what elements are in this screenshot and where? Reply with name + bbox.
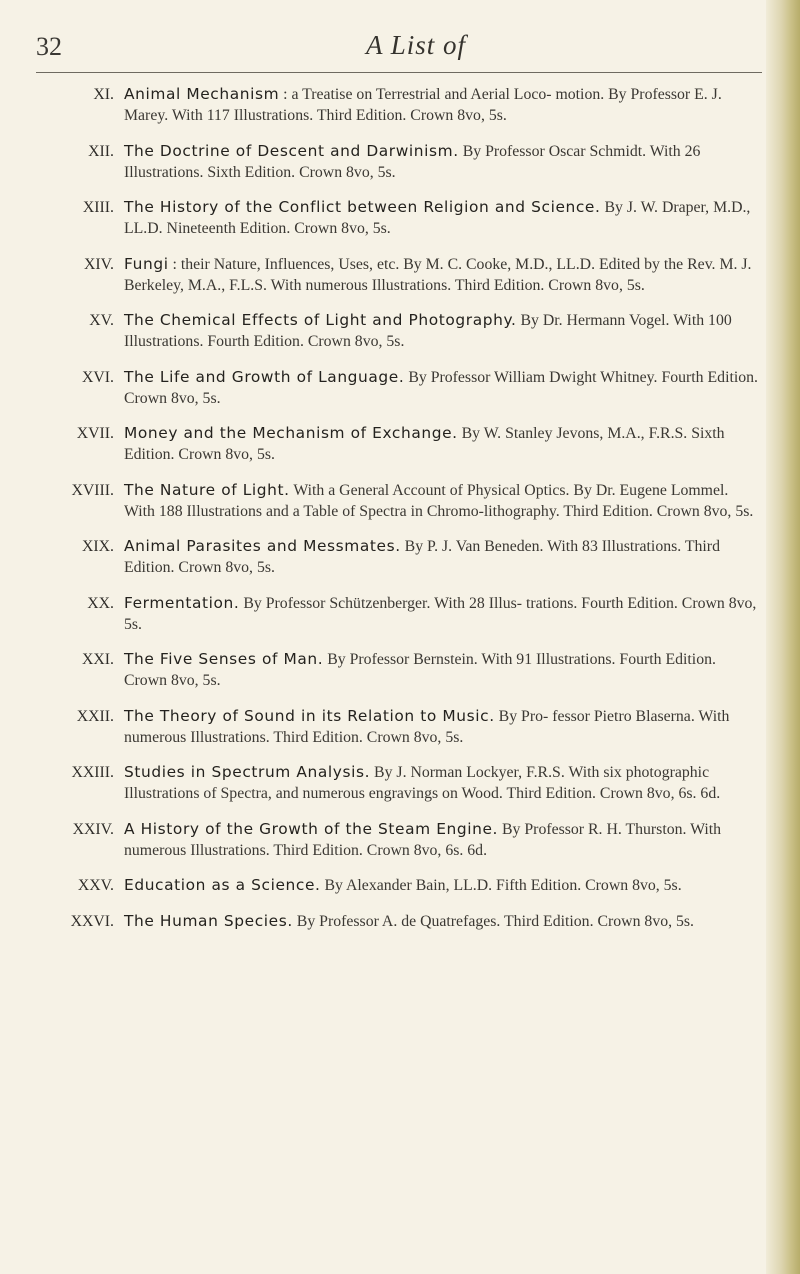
entry-title: Animal Parasites and Messmates. (124, 537, 401, 555)
entry-body (118, 310, 758, 352)
entry-numeral: XXV. (77, 877, 114, 894)
entry-description: By J. W. Draper, M.D., LL.D. Nineteenth Edition. Crown 8vo, 5s. (124, 199, 751, 237)
entry-body (118, 536, 758, 578)
entry-body (118, 911, 758, 932)
entry-title: The Human Species. (124, 911, 293, 930)
list-item (0, 819, 770, 861)
entry-title: Studies in Spectrum Analysis. (124, 763, 371, 781)
entry-description: With a General Account of Physical Optics. By Dr. Eugene Lommel. With 188 Illustrations and a Table of Spectra in Chromo-lithography. Third Edition. Crown 8vo, 5s. (124, 481, 754, 520)
entry-description: : a Treatise on Terrestrial and Aerial Loco- motion. By Professor E. J. Marey. With 117 Illustrations. Third Edition. Crown 8vo, 5s. (124, 86, 722, 124)
entry-body (118, 593, 758, 635)
list-item (0, 536, 770, 578)
entry-description: By P. J. Van Beneden. With 83 Illustrations. Third Edition. Crown 8vo, 5s. (124, 538, 720, 576)
entry-title: Fermentation. (124, 593, 240, 612)
entry-title: The Theory of Sound in its Relation to Music. (124, 706, 495, 725)
entry-title: Animal Mechanism (124, 85, 280, 103)
list-item (0, 875, 770, 896)
entry-title: The History of the Conflict between Religion and Science. (124, 198, 601, 216)
entry-numeral: XII. (88, 142, 114, 160)
list-item (0, 706, 770, 748)
entry-body (118, 141, 758, 183)
list-item (0, 480, 770, 522)
entry-numeral: XXIV. (72, 820, 114, 838)
entry-body (118, 197, 758, 239)
entry-body (118, 423, 758, 465)
entry-title: The Nature of Light. (124, 480, 290, 499)
list-item (0, 254, 770, 296)
entry-numeral: XXI. (81, 651, 114, 668)
entry-body (118, 254, 758, 296)
running-title: A List of (366, 30, 467, 60)
list-item (0, 762, 770, 804)
entry-body (118, 480, 758, 522)
entry-title: Education as a Science. (124, 876, 321, 894)
entry-numeral: XIX. (81, 538, 114, 555)
list-item (0, 310, 770, 352)
entry-description: By W. Stanley Jevons, M.A., F.R.S. Sixth Edition. Crown 8vo, 5s. (124, 425, 725, 463)
entry-description: : their Nature, Influences, Uses, etc. By M. C. Cooke, M.D., LL.D. Edited by the Rev. M. J. Berkeley, M.A., F.L.S. With numerous Illustrations. Third Edition. Crown 8vo, 5s. (124, 255, 752, 294)
entry-description: By Professor Oscar Schmidt. With 26 Illustrations. Sixth Edition. Crown 8vo, 5s. (124, 142, 701, 181)
entry-numeral: XI. (93, 86, 114, 103)
entry-title: Fungi (124, 254, 169, 273)
entry-description: By J. Norman Lockyer, F.R.S. With six photographic Illustrations of Spectra, and numerous engravings on Wood. Third Edition. Crown 8vo, 6s. 6d. (124, 764, 721, 802)
entry-body (118, 706, 758, 748)
entry-description: By Alexander Bain, LL.D. Fifth Edition. Crown 8vo, 5s. (324, 877, 682, 894)
entry-numeral: XXII. (76, 707, 114, 725)
entry-body (118, 367, 758, 409)
entry-body (118, 819, 758, 861)
entry-numeral: XVI. (81, 368, 114, 386)
entry-numeral: XXVI. (70, 912, 114, 930)
entry-description: By Professor William Dwight Whitney. Fourth Edition. Crown 8vo, 5s. (124, 368, 758, 407)
entry-numeral: XVII. (76, 425, 114, 442)
entry-title: The Five Senses of Man. (124, 650, 324, 668)
entry-numeral: XXIII. (71, 764, 114, 781)
entry-numeral: XIII. (82, 199, 114, 216)
entry-body (118, 649, 758, 691)
list-item (0, 911, 770, 932)
entry-body (118, 84, 758, 126)
running-head (0, 30, 760, 70)
entry-description: By Professor R. H. Thurston. With numerous Illustrations. Third Edition. Crown 8vo, 6s. 6d. (124, 820, 722, 859)
list-item (0, 593, 770, 635)
entry-body (118, 875, 758, 896)
entry-title: The Life and Growth of Language. (124, 367, 405, 386)
entry-description: By Pro- fessor Pietro Blaserna. With numerous Illustrations. Third Edition. Crown 8vo, 5s. (124, 707, 730, 746)
entry-title: The Chemical Effects of Light and Photography. (124, 311, 517, 329)
entry-numeral: XX. (87, 594, 114, 612)
list-item (0, 141, 770, 183)
page-edge-shadow (766, 0, 800, 1274)
entry-numeral: XVIII. (71, 481, 114, 499)
list-item (0, 423, 770, 465)
entry-body (118, 762, 758, 804)
book-list (0, 84, 770, 946)
entry-numeral: XIV. (84, 255, 114, 273)
list-item (0, 649, 770, 691)
entry-numeral: XV. (89, 312, 114, 329)
entry-title: Money and the Mechanism of Exchange. (124, 424, 458, 442)
list-item (0, 367, 770, 409)
page-number: 32 (36, 32, 62, 61)
header-rule (36, 72, 762, 73)
list-item (0, 84, 770, 126)
entry-description: By Professor A. de Quatrefages. Third Edition. Crown 8vo, 5s. (296, 912, 695, 930)
entry-title: The Doctrine of Descent and Darwinism. (124, 141, 459, 160)
entry-description: By Dr. Hermann Vogel. With 100 Illustrations. Fourth Edition. Crown 8vo, 5s. (124, 312, 732, 350)
entry-description: By Professor Bernstein. With 91 Illustrations. Fourth Edition. Crown 8vo, 5s. (124, 651, 716, 689)
list-item (0, 197, 770, 239)
entry-title: A History of the Growth of the Steam Engine. (124, 819, 499, 838)
entry-description: By Professor Schützenberger. With 28 Illus- trations. Fourth Edition. Crown 8vo, 5s. (124, 594, 757, 633)
